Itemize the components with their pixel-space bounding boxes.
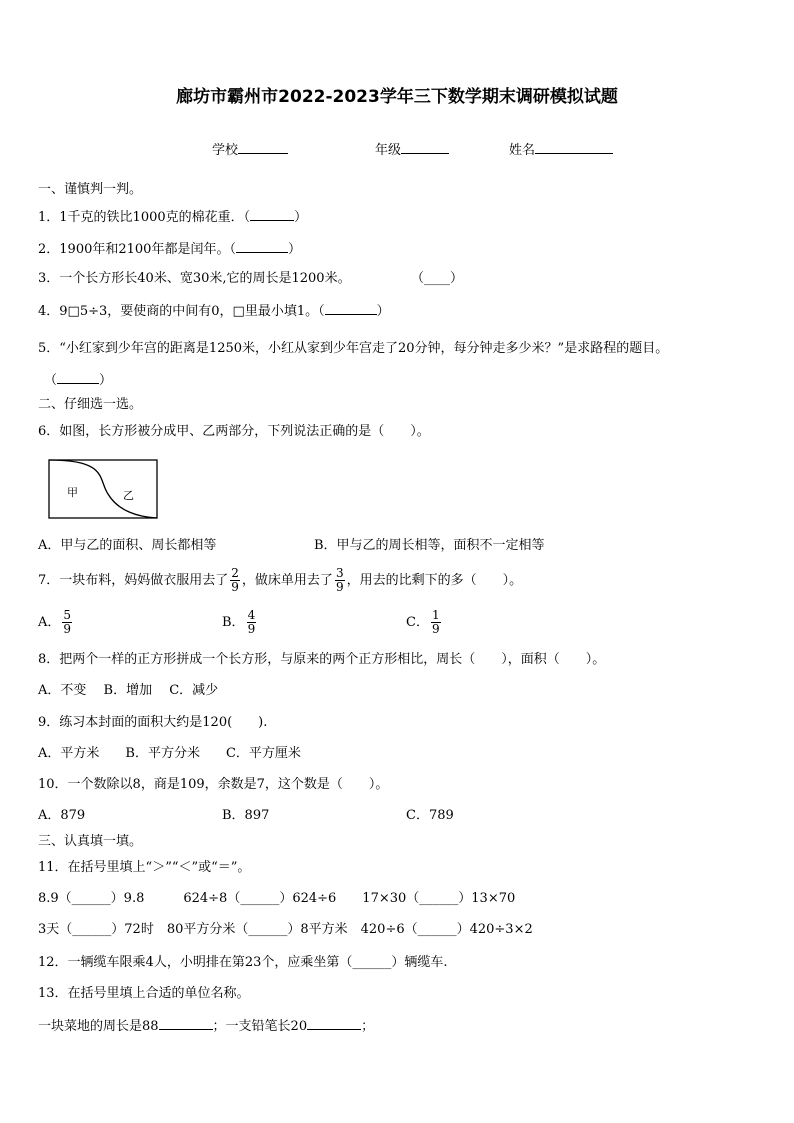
q4-blank[interactable] — [325, 302, 377, 315]
q1-end: ） — [294, 210, 308, 225]
q3-text: 3．一个长方形长40米、宽30米,它的周长是1200米。 — [38, 271, 351, 286]
q6-curve — [49, 460, 157, 518]
q2-text: 2．1900年和2100年都是闰年。（ — [38, 242, 236, 257]
q13-part-b: ；一支铅笔长20 — [212, 1019, 308, 1034]
q5-blank[interactable] — [57, 371, 99, 384]
question-1 — [38, 208, 307, 226]
q6-option-b[interactable]: B．甲与乙的周长相等，面积不一定相等 — [314, 538, 545, 553]
question-8: 8．把两个一样的正方形拼成一个长方形，与原来的两个正方形相比，周长（ ），面积（ ）。 — [38, 652, 606, 667]
q6-label-yi: 乙 — [123, 489, 134, 502]
q7-fraction-1 — [230, 567, 240, 594]
q13-blank-2[interactable] — [307, 1017, 361, 1030]
section3-heading: 三、认真填一填。 — [38, 834, 143, 849]
q10-option-c[interactable]: C．789 — [406, 808, 454, 823]
q7-option-a[interactable] — [38, 608, 74, 638]
q6-option-a[interactable]: A．甲与乙的面积、周长都相等 — [38, 538, 217, 553]
q4-text: 4．9□5÷3，要使商的中间有0，□里最小填1。（ — [38, 304, 325, 319]
q1-blank[interactable] — [250, 208, 294, 221]
q3-blank[interactable]: （____） — [411, 271, 464, 286]
q7-c-den: 9 — [431, 622, 440, 636]
grade-field — [375, 141, 449, 159]
question-2 — [38, 240, 301, 258]
q7-f2-num: 3 — [335, 566, 344, 580]
q2-blank[interactable] — [236, 240, 288, 253]
q7-b-fraction — [247, 609, 257, 636]
grade-blank[interactable] — [401, 141, 449, 154]
q7-option-c[interactable] — [406, 608, 443, 638]
q7-a-den: 9 — [63, 622, 72, 636]
school-label: 学校 — [212, 143, 239, 158]
school-field — [212, 141, 288, 159]
question-11: 11．在括号里填上“＞”“＜”或“＝”。 — [38, 860, 251, 875]
q6-label-jia: 甲 — [67, 486, 78, 499]
q7-f2-den: 9 — [335, 580, 344, 594]
question-13: 13．在括号里填上合适的单位名称。 — [38, 986, 250, 1001]
q7-c-num: 1 — [431, 608, 440, 622]
name-label: 姓名 — [509, 143, 536, 158]
section2-heading: 二、仔细选一选。 — [38, 397, 143, 412]
q7-option-b[interactable] — [222, 608, 258, 638]
q7-b-num: 4 — [247, 608, 256, 622]
question-9: 9．练习本封面的面积大约是120( ). — [38, 715, 268, 730]
grade-label: 年级 — [375, 143, 402, 158]
q5-answer — [44, 371, 112, 389]
q7-mid: ，做床单用去了 — [241, 573, 333, 588]
q7-fraction-2 — [335, 567, 345, 594]
q7-b-label: B． — [222, 615, 245, 630]
q7-a-num: 5 — [63, 608, 72, 622]
q5-end: ） — [99, 373, 113, 388]
q2-end: ） — [287, 242, 301, 257]
question-5: 5．“小红家到少年宫的距离是1250米，小红从家到少年宫走了20分钟，每分钟走多少米？”是求路程的题目。 — [38, 341, 669, 356]
q7-c-label: C． — [406, 615, 429, 630]
q4-end: ） — [376, 304, 390, 319]
q5-open: （ — [44, 373, 58, 388]
q6-rectangle-diagram — [48, 459, 160, 521]
q13-end: ； — [361, 1019, 375, 1034]
q7-f1-num: 2 — [231, 566, 239, 580]
question-10: 10．一个数除以8，商是109，余数是7，这个数是（ ）。 — [38, 777, 389, 792]
page-title: 廊坊市霸州市2022-2023学年三下数学期末调研模拟试题 — [176, 87, 618, 107]
q7-post: ，用去的比剩下的多（ ）。 — [346, 573, 523, 588]
q6-rectangle — [49, 460, 157, 518]
q10-option-b[interactable]: B．897 — [222, 808, 270, 823]
q9-options[interactable]: A．平方米 B．平方分米 C．平方厘米 — [38, 746, 301, 761]
question-3 — [38, 271, 351, 287]
question-6: 6．如图，长方形被分成甲、乙两部分，下列说法正确的是（ ）。 — [38, 424, 430, 439]
q7-a-fraction — [62, 609, 72, 636]
name-blank[interactable] — [535, 141, 613, 154]
q11-row-2[interactable]: 3天（______）72时 80平方分米（______）8平方米 420÷6（______）420÷3×2 — [38, 922, 533, 937]
name-field — [509, 141, 613, 159]
q13-line — [38, 1017, 374, 1035]
q8-options[interactable]: A．不变 B．增加 C．减少 — [38, 683, 219, 698]
q1-text: 1．1千克的铁比1000克的棉花重．（ — [38, 210, 251, 225]
q7-pre: 7．一块布料，妈妈做衣服用去了 — [38, 573, 229, 588]
question-7 — [38, 566, 522, 596]
section1-heading: 一、谨慎判一判。 — [38, 182, 143, 197]
q10-option-a[interactable]: A．879 — [38, 808, 86, 823]
q13-blank-1[interactable] — [159, 1017, 213, 1030]
q7-c-fraction — [431, 609, 441, 636]
question-12[interactable]: 12．一辆缆车限乘4人，小明排在第23个，应乘坐第（______）辆缆车. — [38, 955, 448, 970]
q7-b-den: 9 — [247, 622, 256, 636]
q7-f1-den: 9 — [231, 580, 239, 594]
question-4 — [38, 302, 390, 320]
q11-row-1[interactable]: 8.9（______）9.8 624÷8（______）624÷6 17×30（______）13×70 — [38, 891, 516, 906]
q7-a-label: A． — [38, 615, 61, 630]
q13-part-a: 一块菜地的周长是88 — [38, 1019, 159, 1034]
school-blank[interactable] — [238, 141, 288, 154]
